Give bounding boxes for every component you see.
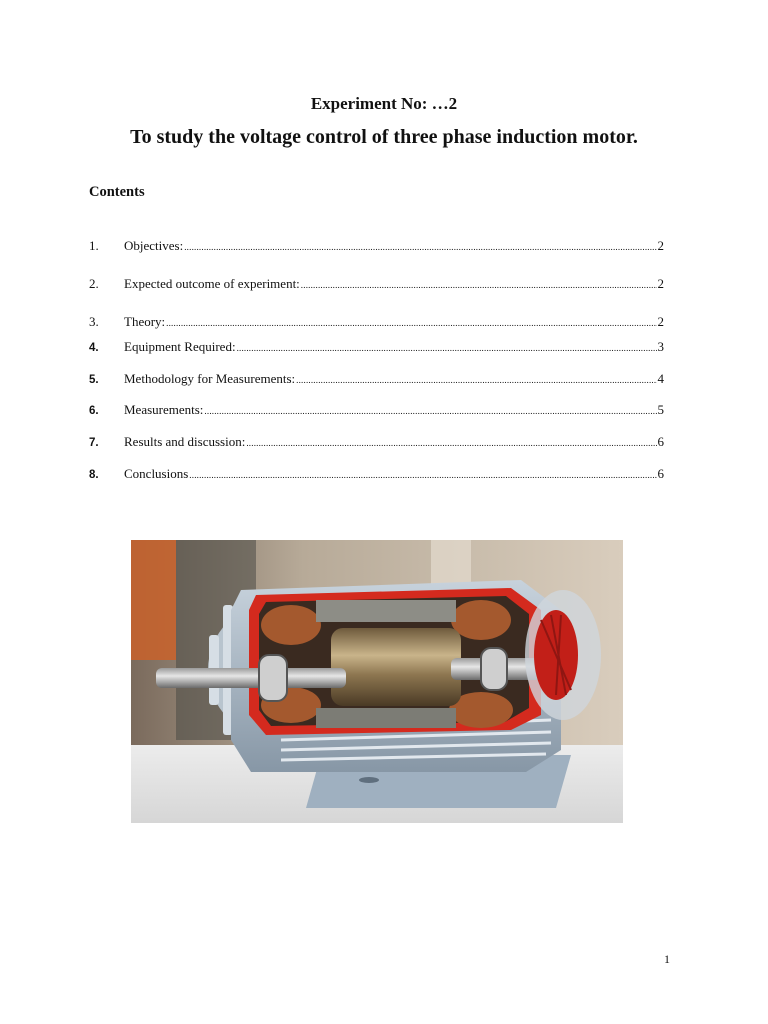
toc-item-label: Theory: [124,314,166,329]
toc-item-objectives[interactable] [89,238,664,256]
toc-item-label: Objectives: [124,238,184,253]
toc-item-label: Methodology for Measurements: [124,371,296,386]
toc-item-page: 6 [657,434,664,449]
toc-item-page: 6 [657,466,664,481]
toc-item-methodology[interactable] [89,371,664,389]
rotor [331,628,461,706]
page-number: 1 [664,952,670,966]
toc-leader-dots [166,318,656,328]
toc-item-equipment[interactable] [89,339,664,357]
toc-leader-dots [204,406,656,416]
toc-leader-dots [237,343,657,353]
experiment-number: Experiment No: …2 [310,94,458,113]
toc-item-number: 2. [89,276,99,291]
toc-item-number: 4. [89,342,99,354]
toc-item-measurements[interactable] [89,402,664,420]
toc-item-number: 6. [89,405,99,417]
toc-item-label: Measurements: [124,402,204,417]
toc-item-number: 3. [89,314,99,329]
toc-item-number: 8. [89,469,99,481]
toc-item-label: Results and discussion: [124,434,246,449]
toc-item-conclusions[interactable] [89,466,664,484]
induction-motor-cutaway-photo [131,540,623,823]
toc-item-page: 5 [657,402,664,417]
toc-leader-dots [246,438,656,448]
toc-item-number: 5. [89,374,99,386]
toc-leader-dots [296,375,656,385]
motor-shaft [156,668,346,688]
toc-item-page: 4 [657,371,664,386]
toc-item-number: 1. [89,238,99,253]
toc-item-page: 3 [657,339,664,354]
cooling-fan [525,590,601,720]
toc-item-results[interactable] [89,434,664,452]
toc-item-expected-outcome[interactable] [89,276,664,294]
toc-item-page: 2 [657,276,664,291]
toc-item-number: 7. [89,437,99,449]
toc-leader-dots [301,280,657,290]
toc-item-label: Expected outcome of experiment: [124,276,300,291]
toc-leader-dots [189,470,656,480]
page-title: To study the voltage control of three phase induction motor. [130,126,638,148]
toc-item-theory[interactable] [89,314,664,332]
toc-leader-dots [184,242,656,252]
toc-item-page: 2 [657,238,664,253]
toc-item-label: Conclusions [124,466,189,481]
toc-item-label: Equipment Required: [124,339,236,354]
toc-item-page: 2 [657,314,664,329]
contents-heading: Contents [89,184,145,200]
